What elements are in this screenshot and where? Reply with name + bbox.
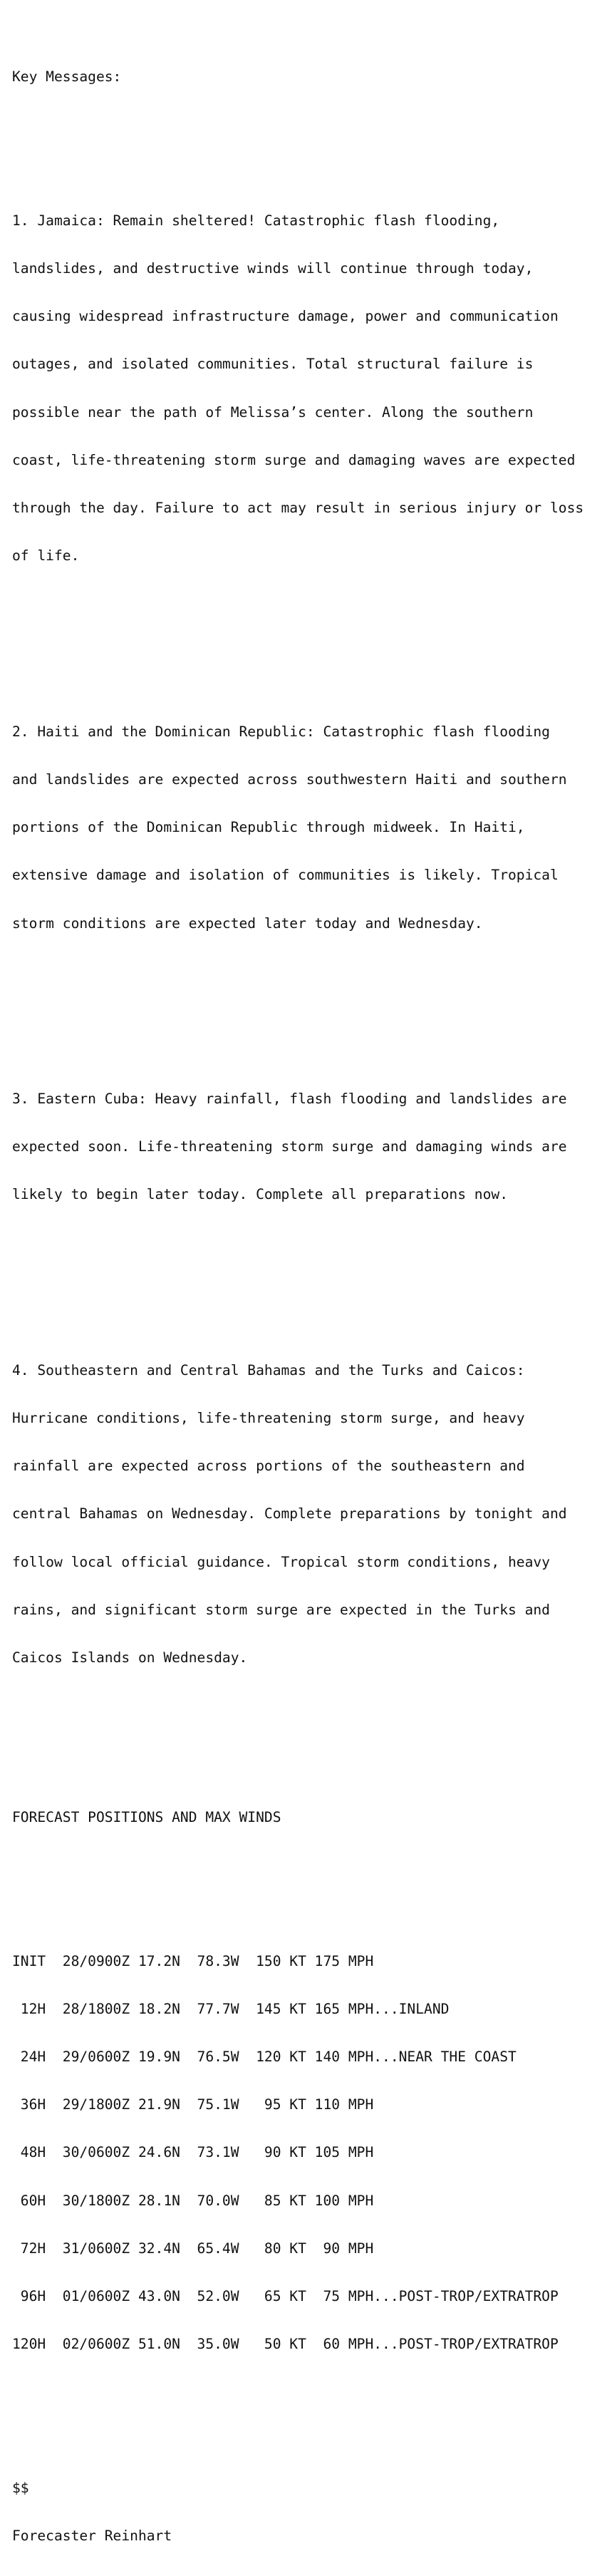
advisory-document — [12, 21, 607, 2576]
key-message-line: rainfall are expected across portions of the southeastern and — [12, 1458, 525, 1475]
forecast-row-36h: 36H 29/1800Z 21.9N 75.1W 95 KT 110 MPH — [12, 2096, 374, 2113]
forecast-heading: FORECAST POSITIONS AND MAX WINDS — [12, 1809, 281, 1826]
forecast-row-60h: 60H 30/1800Z 28.1N 70.0W 85 KT 100 MPH — [12, 2192, 374, 2209]
key-message-line: coast, life-threatening storm surge and damaging waves are expected — [12, 451, 576, 468]
forecast-row-init: INIT 28/0900Z 17.2N 78.3W 150 KT 175 MPH — [12, 1952, 374, 1969]
key-message-line: portions of the Dominican Republic through midweek. In Haiti, — [12, 819, 525, 836]
key-message-line: landslides, and destructive winds will continue through today, — [12, 260, 534, 277]
key-message-line: through the day. Failure to act may result in serious injury or loss — [12, 500, 584, 517]
key-messages-heading: Key Messages: — [12, 68, 122, 86]
key-message-line: rains, and significant storm surge are expected in the Turks and — [12, 1601, 550, 1618]
key-message-line: outages, and isolated communities. Total structural failure is — [12, 356, 534, 373]
key-message-4 — [12, 1331, 607, 1698]
spacer — [12, 996, 607, 1011]
spacer — [12, 1858, 607, 1873]
forecaster-signature: Forecaster Reinhart — [12, 2528, 172, 2545]
spacer — [12, 1267, 607, 1282]
key-message-line: 1. Jamaica: Remain sheltered! Catastrophic flash flooding, — [12, 212, 500, 229]
forecast-row-48h: 48H 30/0600Z 24.6N 73.1W 90 KT 105 MPH — [12, 2144, 374, 2161]
forecast-row-72h: 72H 31/0600Z 32.4N 65.4W 80 KT 90 MPH — [12, 2240, 374, 2257]
spacer — [12, 2416, 607, 2432]
key-message-line: expected soon. Life-threatening storm surge and damaging winds are — [12, 1138, 567, 1155]
spacer — [12, 628, 607, 644]
key-message-line: 4. Southeastern and Central Bahamas and the Turks and Caicos: — [12, 1361, 525, 1379]
key-message-3 — [12, 1059, 607, 1235]
forecast-row-96h: 96H 01/0600Z 43.0N 52.0W 65 KT 75 MPH...POST-TROP/EXTRATROP — [12, 2288, 559, 2305]
key-message-line: likely to begin later today. Complete all preparations now. — [12, 1186, 508, 1203]
key-message-2 — [12, 692, 607, 964]
key-message-line: of life. — [12, 547, 80, 565]
key-message-line: and landslides are expected across southwestern Haiti and southern — [12, 771, 567, 788]
forecast-row-24h: 24H 29/0600Z 19.9N 76.5W 120 KT 140 MPH...NEAR THE COAST — [12, 2049, 517, 2066]
forecast-row-120h: 120H 02/0600Z 51.0N 35.0W 50 KT 60 MPH...POST-TROP/EXTRATROP — [12, 2336, 559, 2353]
key-message-line: Caicos Islands on Wednesday. — [12, 1649, 248, 1666]
key-message-line: central Bahamas on Wednesday. Complete preparations by tonight and — [12, 1505, 567, 1523]
key-message-line: causing widespread infrastructure damage, power and communication — [12, 308, 559, 325]
forecast-row-12h: 12H 28/1800Z 18.2N 77.7W 145 KT 165 MPH...INLAND — [12, 2000, 450, 2017]
key-message-line: 3. Eastern Cuba: Heavy rainfall, flash flooding and landslides are — [12, 1090, 567, 1107]
spacer — [12, 117, 607, 133]
key-message-line: Hurricane conditions, life-threatening storm surge, and heavy — [12, 1410, 525, 1426]
key-message-line: follow local official guidance. Tropical storm conditions, heavy — [12, 1553, 550, 1570]
forecast-table — [12, 1922, 607, 2385]
end-marker: $$ — [12, 2479, 29, 2496]
key-message-line: possible near the path of Melissa’s center. Along the southern — [12, 403, 534, 421]
key-message-line: storm conditions are expected later today and Wednesday. — [12, 915, 483, 932]
key-message-1 — [12, 181, 607, 596]
key-message-line: extensive damage and isolation of communities is likely. Tropical — [12, 867, 559, 884]
key-message-line: 2. Haiti and the Dominican Republic: Catastrophic flash flooding — [12, 723, 550, 740]
spacer — [12, 1730, 607, 1762]
